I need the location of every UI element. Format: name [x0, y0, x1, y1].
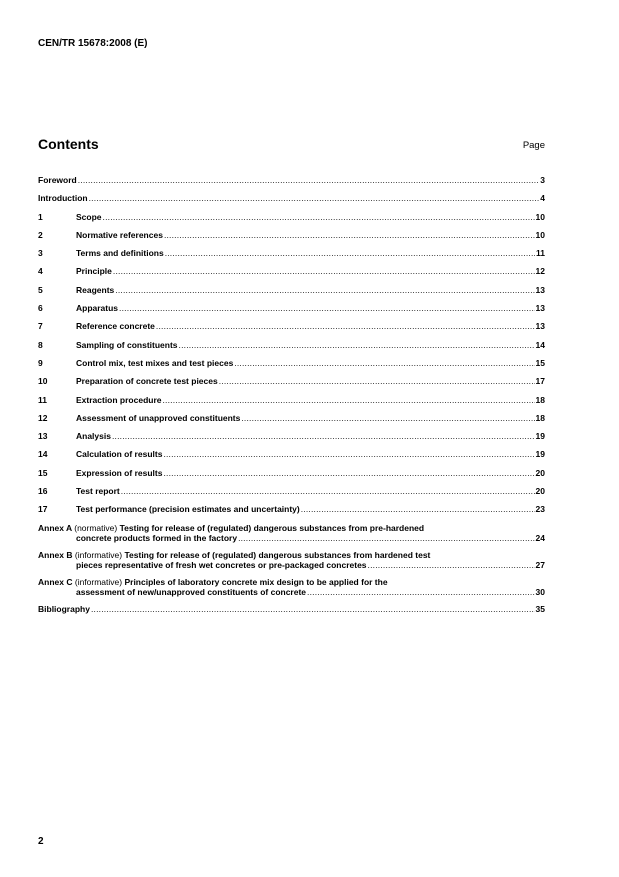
annex-title-line — [38, 550, 545, 560]
toc-entry-page: 19 — [535, 431, 545, 442]
toc-entry-page: 10 — [535, 229, 545, 240]
toc-entry-page: 13 — [535, 303, 545, 314]
toc-entry-title: Principle — [76, 266, 112, 277]
toc-entry-number: 15 — [38, 467, 48, 478]
toc-entry-page: 24 — [535, 532, 545, 543]
leader-dots — [121, 486, 535, 496]
toc-entry-title: Terms and definitions — [76, 248, 164, 259]
toc-entry-page: 18 — [535, 412, 545, 423]
leader-dots — [163, 395, 535, 405]
leader-dots — [89, 193, 540, 203]
annex-kind: (informative) — [74, 576, 123, 587]
toc-entry-title: Scope — [76, 211, 102, 222]
annex-label: Annex B — [38, 549, 73, 560]
leader-dots — [163, 468, 534, 478]
toc-entry-annex-b[interactable] — [38, 550, 545, 577]
toc-entry-number: 11 — [38, 394, 47, 405]
leader-dots — [91, 604, 535, 614]
annex-label: Annex C — [38, 576, 73, 587]
toc-entry-page: 3 — [540, 175, 545, 185]
leader-dots — [163, 449, 534, 459]
toc-entry-page: 30 — [535, 586, 545, 597]
annex-label: Annex A — [38, 522, 72, 533]
toc-entry-number: 6 — [38, 303, 43, 314]
annex-title-line — [38, 523, 545, 533]
contents-title: Contents — [38, 136, 99, 152]
toc-entry-title: Foreword — [38, 175, 77, 185]
toc-entry-title: Reagents — [76, 284, 115, 295]
toc-entry-page: 4 — [540, 193, 545, 204]
page-number: 2 — [38, 836, 44, 847]
toc-entry-page: 13 — [535, 284, 545, 295]
toc-entry-clause[interactable] — [38, 486, 545, 504]
toc-entry-page: 17 — [535, 376, 545, 387]
table-of-contents — [38, 175, 545, 622]
toc-entry-number: 12 — [38, 412, 48, 423]
toc-entry-title: Sampling of constituents — [76, 339, 178, 350]
toc-entry-foreword[interactable] — [38, 175, 545, 193]
leader-dots — [368, 560, 535, 570]
toc-entry-title: Bibliography — [38, 603, 90, 614]
toc-entry-clause[interactable] — [38, 468, 545, 486]
leader-dots — [241, 413, 534, 423]
leader-dots — [78, 175, 540, 185]
toc-entry-page: 14 — [535, 339, 545, 350]
annex-title-continued: concrete products formed in the factory — [76, 532, 238, 543]
toc-entry-page: 18 — [535, 394, 545, 405]
toc-entry-number: 7 — [38, 321, 43, 332]
document-id-header: CEN/TR 15678:2008 (E) — [38, 38, 148, 49]
leader-dots — [219, 376, 535, 386]
toc-entry-clause[interactable] — [38, 303, 545, 321]
leader-dots — [307, 587, 535, 597]
toc-entry-title: Control mix, test mixes and test pieces — [76, 357, 234, 368]
annex-title-line — [38, 577, 545, 587]
toc-entry-clause[interactable] — [38, 230, 545, 248]
toc-entry-number: 8 — [38, 339, 43, 350]
toc-entry-introduction[interactable] — [38, 193, 545, 211]
leader-dots — [234, 358, 534, 368]
toc-entry-title: Calculation of results — [76, 449, 163, 460]
toc-entry-clause[interactable] — [38, 248, 545, 266]
toc-entry-page: 15 — [535, 357, 545, 368]
toc-entry-number: 3 — [38, 248, 43, 259]
toc-entry-title: Analysis — [76, 431, 111, 442]
toc-entry-page: 10 — [535, 211, 545, 222]
toc-entry-title: Expression of results — [76, 467, 163, 478]
toc-entry-page: 11 — [536, 248, 545, 259]
toc-entry-title: Assessment of unapproved constituents — [76, 412, 241, 423]
toc-entry-number: 17 — [38, 504, 48, 515]
toc-entry-page: 35 — [535, 603, 545, 614]
leader-dots — [156, 321, 535, 331]
toc-entry-title: Test report — [76, 486, 120, 497]
leader-dots — [238, 533, 534, 543]
toc-entry-clause[interactable] — [38, 413, 545, 431]
toc-entry-page: 23 — [535, 504, 545, 515]
toc-entry-clause[interactable] — [38, 266, 545, 284]
leader-dots — [113, 266, 535, 276]
toc-entry-title: Normative references — [76, 229, 163, 240]
leader-dots — [165, 248, 535, 258]
leader-dots — [119, 303, 534, 313]
leader-dots — [103, 212, 535, 222]
annex-title: Principles of laboratory concrete mix design to be applied for the — [124, 576, 388, 587]
annex-kind: (normative) — [74, 522, 118, 533]
toc-entry-number: 1 — [38, 211, 43, 222]
toc-entry-number: 2 — [38, 229, 43, 240]
toc-entry-number: 4 — [38, 266, 43, 277]
annex-title: Testing for release of (regulated) dangerous substances from pre-hardened — [119, 522, 425, 533]
toc-entry-page: 27 — [535, 559, 545, 570]
leader-dots — [112, 431, 535, 441]
toc-entry-title: Reference concrete — [76, 321, 155, 332]
toc-entry-clause[interactable] — [38, 376, 545, 394]
leader-dots — [301, 504, 535, 514]
toc-entry-clause[interactable] — [38, 431, 545, 449]
toc-entry-clause[interactable] — [38, 395, 545, 413]
toc-entry-clause[interactable] — [38, 212, 545, 230]
toc-entry-number: 16 — [38, 486, 48, 497]
toc-entry-clause[interactable] — [38, 358, 545, 376]
toc-entry-page: 12 — [535, 266, 545, 277]
toc-entry-title: Preparation of concrete test pieces — [76, 376, 218, 387]
toc-entry-annex-c[interactable] — [38, 577, 545, 604]
toc-entry-page: 19 — [535, 449, 545, 460]
leader-dots — [179, 340, 535, 350]
toc-entry-clause[interactable] — [38, 285, 545, 303]
toc-entry-clause[interactable] — [38, 449, 545, 467]
toc-entry-title: Extraction procedure — [76, 394, 162, 405]
toc-entry-number: 14 — [38, 449, 48, 460]
toc-entry-clause[interactable] — [38, 321, 545, 339]
toc-entry-page: 20 — [535, 467, 545, 478]
toc-entry-number: 10 — [38, 376, 48, 387]
toc-entry-number: 9 — [38, 357, 43, 368]
toc-entry-number: 5 — [38, 284, 43, 295]
annex-title-continued: assessment of new/unapproved constituents of concrete — [76, 586, 307, 597]
toc-entry-annex-a[interactable] — [38, 523, 545, 550]
leader-dots — [115, 285, 534, 295]
leader-dots — [164, 230, 535, 240]
toc-entry-clause[interactable] — [38, 340, 545, 358]
annex-title-continued: pieces representative of fresh wet concretes or pre-packaged concretes — [76, 559, 367, 570]
toc-entry-title: Apparatus — [76, 303, 119, 314]
toc-entry-page: 20 — [535, 486, 545, 497]
toc-entry-title: Test performance (precision estimates and uncertainty) — [76, 504, 300, 515]
annex-title: Testing for release of (regulated) dangerous substances from hardened test — [124, 549, 431, 560]
toc-entry-bibliography[interactable] — [38, 604, 545, 622]
annex-kind: (informative) — [74, 549, 123, 560]
toc-entry-page: 13 — [535, 321, 545, 332]
toc-entry-clause[interactable] — [38, 504, 545, 522]
toc-entry-number: 13 — [38, 431, 48, 442]
toc-entry-title: Introduction — [38, 193, 88, 204]
page-column-label: Page — [522, 140, 545, 151]
